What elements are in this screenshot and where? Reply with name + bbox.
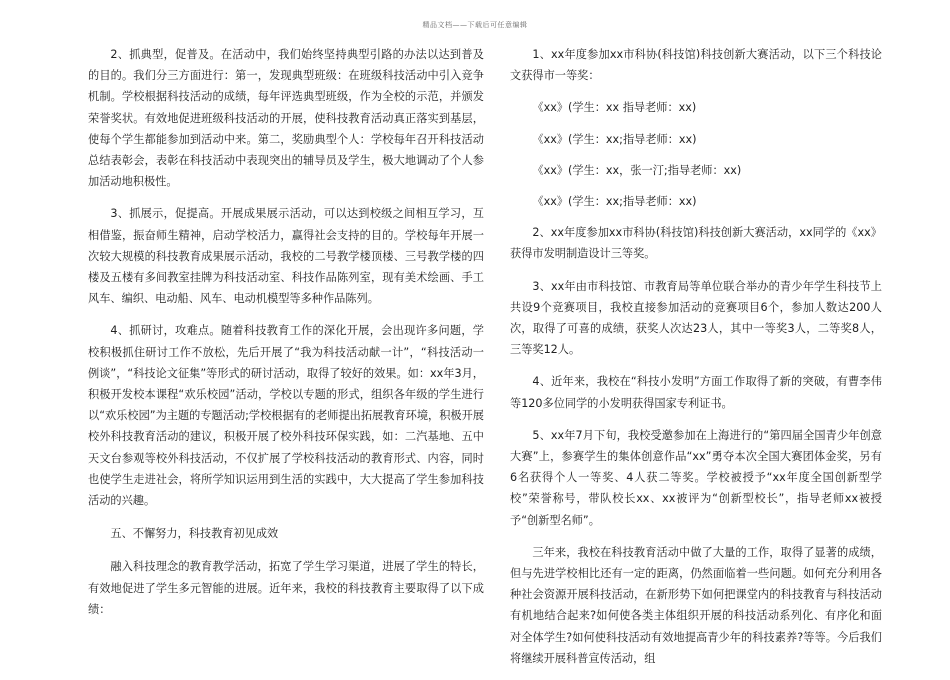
paragraph: 5、xx年7月下旬，我校受邀参加在上海进行的“第四届全国青少年创意大赛”上，参赛学生的集体创意作品“xx”勇夺本次全国大赛团体金奖，另有6名获得个人一等奖、4人获二等奖。学校被授予“xx年度全国创新型学校”荣誉称号，带队校长xx、xx被评为“创新型校长”，指导老师xx被授予“创新型名师”。 <box>510 428 882 527</box>
paragraph: 2、xx年度参加xx市科协(科技馆)科技创新大赛活动，xx同学的《xx》获得市发明制造设计三等奖。 <box>510 226 882 261</box>
award-item: 《xx》(学生：xx，张一汀;指导老师：xx) <box>532 163 742 177</box>
award-item: 《xx》(学生：xx;指导老师：xx) <box>532 132 697 146</box>
paragraph: 融入科技理念的教育教学活动，拓宽了学生学习渠道，进展了学生的特长，有效地促进了学生多元智能的进展。近年来，我校的科技教育主要取得了以下成绩： <box>88 560 484 616</box>
paragraph: 2、抓典型，促普及。在活动中，我们始终坚持典型引路的办法以达到普及的目的。我们分三方面进行：第一，发现典型班级：在班级科技活动中引入竞争机制。学校根据科技活动的成绩，每年评选典型班级，作为全校的示范，并颁发荣誉奖状。有效地促进班级科技活动的开展，使科技教育活动真正落实到基层，使每个学生都能参加到活动中来。第二，奖励典型个人：学校每年召开科技活动总结表彰会，表彰在科技活动中表现突出的辅导员及学生，极大地调动了个人参加活动地积极性。 <box>88 48 484 189</box>
award-item: 《xx》(学生：xx 指导老师：xx) <box>532 101 697 115</box>
left-column <box>88 44 484 631</box>
paragraph: 3、xx年由市科技馆、市教育局等单位联合举办的青少年学生科技节上共设9个竞赛项目，我校直接参加活动的竞赛项目6个，参加人数达200人次，取得了可喜的成绩，获奖人次达23人，其中一等奖3人，二等奖8人，三等奖12人。 <box>510 279 882 357</box>
page-header: 精品文档——下载后可任意编辑 <box>422 21 528 29</box>
right-column <box>510 44 882 680</box>
paragraph: 1、xx年度参加xx市科协(科技馆)科技创新大赛活动，以下三个科技论文获得市一等奖： <box>510 48 882 83</box>
award-item: 《xx》(学生：xx;指导老师：xx) <box>532 195 697 209</box>
section-heading: 五、不懈努力，科技教育初见成效 <box>110 527 279 541</box>
paragraph: 三年来，我校在科技教育活动中做了大量的工作，取得了显著的成绩，但与先进学校相比还有一定的距离，仍然面临着一些问题。如何充分利用各种社会资源开展科技活动，在新形势下如何把课堂内的科技教育与科技活动有机地结合起来?如何使各类主体组织开展的科技活动系列化、有序化和面对全体学生?如何使科技活动有效地提高青少年的科技素养?等等。今后我们将继续开展科普宣传活动，组 <box>510 545 882 665</box>
paragraph: 4、抓研讨，攻难点。随着科技教育工作的深化开展，会出现许多问题，学校积极抓住研讨工作不放松，先后开展了“我为科技活动献一计”，“科技活动一例谈”，“科技论文征集”等形式的研讨活动，取得了较好的效果。如：xx年3月，积极开发校本课程“欢乐校园”活动，学校以专题的形式，组织各年级的学生进行以“欢乐校园”为主题的专题活动;学校根据有的老师提出拓展教育环境，积极开展校外科技教育活动的建议，积极开展了校外科技环保实践，如：二汽基地、五中天文台参观等校外科技活动，不仅扩展了学校科技活动的教育形式、内容，同时也使学生走进社会，将所学知识运用到生活的实践中，大大提高了学生参加科技活动的兴趣。 <box>88 324 484 508</box>
paragraph: 4、近年来，我校在“科技小发明”方面工作取得了新的突破，有曹李伟等120多位同学的小发明获得国家专利证书。 <box>510 375 882 410</box>
paragraph: 3、抓展示，促提高。开展成果展示活动，可以达到校级之间相互学习，互相借鉴，振奋师生精神，启动学校活力，赢得社会支持的目的。学校每年开展一次较大规模的科技教育成果展示活动，我校的二号教学楼顶楼、三号教学楼的四楼及五楼有多间教室挂牌为科技活动室、科技作品陈列室，现有美术绘画、手工风车、编织、电动船、风车、电动机模型等多种作品陈列。 <box>88 207 484 306</box>
